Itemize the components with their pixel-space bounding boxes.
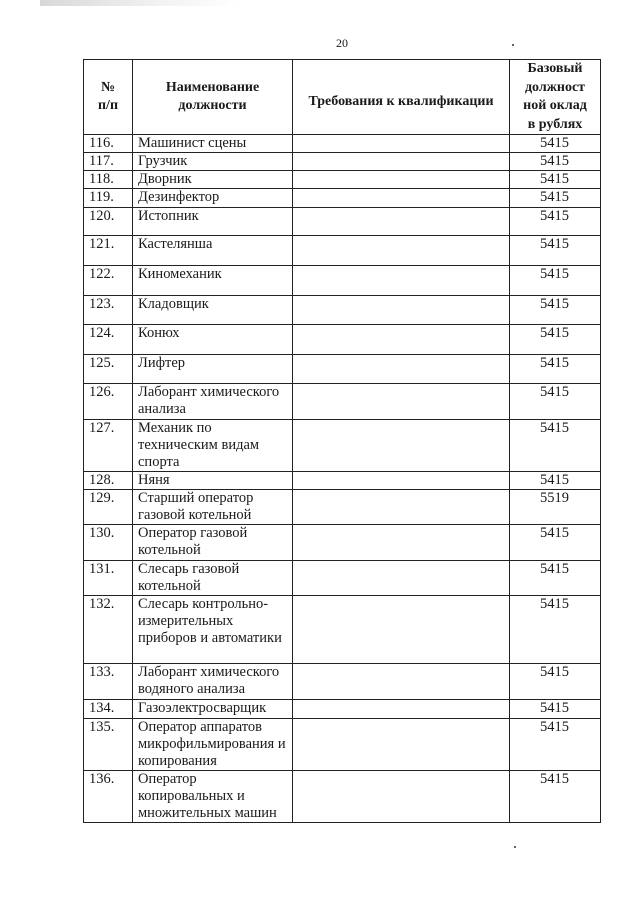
qualification-requirements <box>293 208 510 236</box>
base-salary: 5415 <box>510 700 601 719</box>
table-row <box>84 596 601 664</box>
position-name: Слесарь контрольно-измерительных приборов и автоматики <box>133 596 293 664</box>
header-name <box>133 60 293 135</box>
table-row <box>84 771 601 823</box>
row-number: 133. <box>84 664 133 700</box>
position-name: Грузчик <box>133 153 293 171</box>
header-requirements-text: Требования к квалификации <box>308 93 494 109</box>
qualification-requirements <box>293 490 510 525</box>
position-name: Оператор газовой котельной <box>133 525 293 561</box>
row-number: 129. <box>84 490 133 525</box>
qualification-requirements <box>293 325 510 355</box>
header-salary-text: Базовый должност ной оклад в рублях <box>523 61 587 132</box>
header-requirements <box>293 60 510 135</box>
qualification-requirements <box>293 189 510 208</box>
position-name: Механик по техническим видам спорта <box>133 420 293 472</box>
position-name: Истопник <box>133 208 293 236</box>
scan-edge-mark <box>40 0 240 6</box>
table-row <box>84 472 601 490</box>
row-number: 126. <box>84 384 133 420</box>
base-salary: 5415 <box>510 771 601 823</box>
base-salary: 5415 <box>510 596 601 664</box>
scan-speck <box>512 44 514 46</box>
position-name: Старший оператор газовой котельной <box>133 490 293 525</box>
table-row <box>84 189 601 208</box>
position-name: Оператор аппаратов микрофильмирования и копирования <box>133 719 293 771</box>
position-name: Киномеханик <box>133 266 293 296</box>
base-salary: 5415 <box>510 266 601 296</box>
table-row <box>84 525 601 561</box>
qualification-requirements <box>293 171 510 189</box>
base-salary: 5519 <box>510 490 601 525</box>
table-row <box>84 561 601 596</box>
qualification-requirements <box>293 771 510 823</box>
base-salary: 5415 <box>510 472 601 490</box>
row-number: 134. <box>84 700 133 719</box>
position-name: Лаборант химического водяного анализа <box>133 664 293 700</box>
qualification-requirements <box>293 525 510 561</box>
base-salary: 5415 <box>510 664 601 700</box>
table-row <box>84 266 601 296</box>
base-salary: 5415 <box>510 296 601 325</box>
header-salary <box>510 60 601 135</box>
row-number: 132. <box>84 596 133 664</box>
qualification-requirements <box>293 266 510 296</box>
header-num <box>84 60 133 135</box>
position-name: Газоэлектросварщик <box>133 700 293 719</box>
table-row <box>84 153 601 171</box>
table-row <box>84 296 601 325</box>
row-number: 124. <box>84 325 133 355</box>
row-number: 136. <box>84 771 133 823</box>
base-salary: 5415 <box>510 325 601 355</box>
base-salary: 5415 <box>510 719 601 771</box>
table-row <box>84 135 601 153</box>
position-name: Лифтер <box>133 355 293 384</box>
position-name: Лаборант химического анализа <box>133 384 293 420</box>
row-number: 116. <box>84 135 133 153</box>
table-row <box>84 236 601 266</box>
base-salary: 5415 <box>510 355 601 384</box>
table-header-row <box>84 60 601 135</box>
qualification-requirements <box>293 153 510 171</box>
row-number: 119. <box>84 189 133 208</box>
qualification-requirements <box>293 135 510 153</box>
row-number: 125. <box>84 355 133 384</box>
qualification-requirements <box>293 384 510 420</box>
base-salary: 5415 <box>510 135 601 153</box>
page-number: 20 <box>336 36 348 50</box>
base-salary: 5415 <box>510 153 601 171</box>
qualification-requirements <box>293 296 510 325</box>
qualification-requirements <box>293 664 510 700</box>
position-name: Слесарь газовой котельной <box>133 561 293 596</box>
scan-speck <box>514 846 516 848</box>
base-salary: 5415 <box>510 236 601 266</box>
qualification-requirements <box>293 420 510 472</box>
qualification-requirements <box>293 561 510 596</box>
table-row <box>84 719 601 771</box>
row-number: 122. <box>84 266 133 296</box>
row-number: 130. <box>84 525 133 561</box>
row-number: 121. <box>84 236 133 266</box>
qualification-requirements <box>293 596 510 664</box>
position-name: Дезинфектор <box>133 189 293 208</box>
base-salary: 5415 <box>510 384 601 420</box>
position-name: Конюх <box>133 325 293 355</box>
position-name: Дворник <box>133 171 293 189</box>
row-number: 127. <box>84 420 133 472</box>
base-salary: 5415 <box>510 171 601 189</box>
table-row <box>84 420 601 472</box>
row-number: 135. <box>84 719 133 771</box>
base-salary: 5415 <box>510 561 601 596</box>
qualification-requirements <box>293 719 510 771</box>
table-row <box>84 355 601 384</box>
table-body <box>84 135 601 823</box>
header-num-text: № п/п <box>97 79 119 113</box>
row-number: 120. <box>84 208 133 236</box>
table-row <box>84 208 601 236</box>
table-row <box>84 171 601 189</box>
base-salary: 5415 <box>510 189 601 208</box>
positions-salary-table <box>83 59 601 823</box>
position-name: Кладовщик <box>133 296 293 325</box>
table-row <box>84 325 601 355</box>
table-row <box>84 700 601 719</box>
position-name: Няня <box>133 472 293 490</box>
row-number: 131. <box>84 561 133 596</box>
qualification-requirements <box>293 472 510 490</box>
table-row <box>84 384 601 420</box>
base-salary: 5415 <box>510 208 601 236</box>
position-name: Кастелянша <box>133 236 293 266</box>
qualification-requirements <box>293 236 510 266</box>
base-salary: 5415 <box>510 420 601 472</box>
table-row <box>84 490 601 525</box>
row-number: 123. <box>84 296 133 325</box>
row-number: 117. <box>84 153 133 171</box>
position-name: Машинист сцены <box>133 135 293 153</box>
table-row <box>84 664 601 700</box>
position-name: Оператор копировальных и множительных машин <box>133 771 293 823</box>
qualification-requirements <box>293 355 510 384</box>
header-name-text: Наименование должности <box>165 79 260 113</box>
row-number: 118. <box>84 171 133 189</box>
base-salary: 5415 <box>510 525 601 561</box>
qualification-requirements <box>293 700 510 719</box>
row-number: 128. <box>84 472 133 490</box>
